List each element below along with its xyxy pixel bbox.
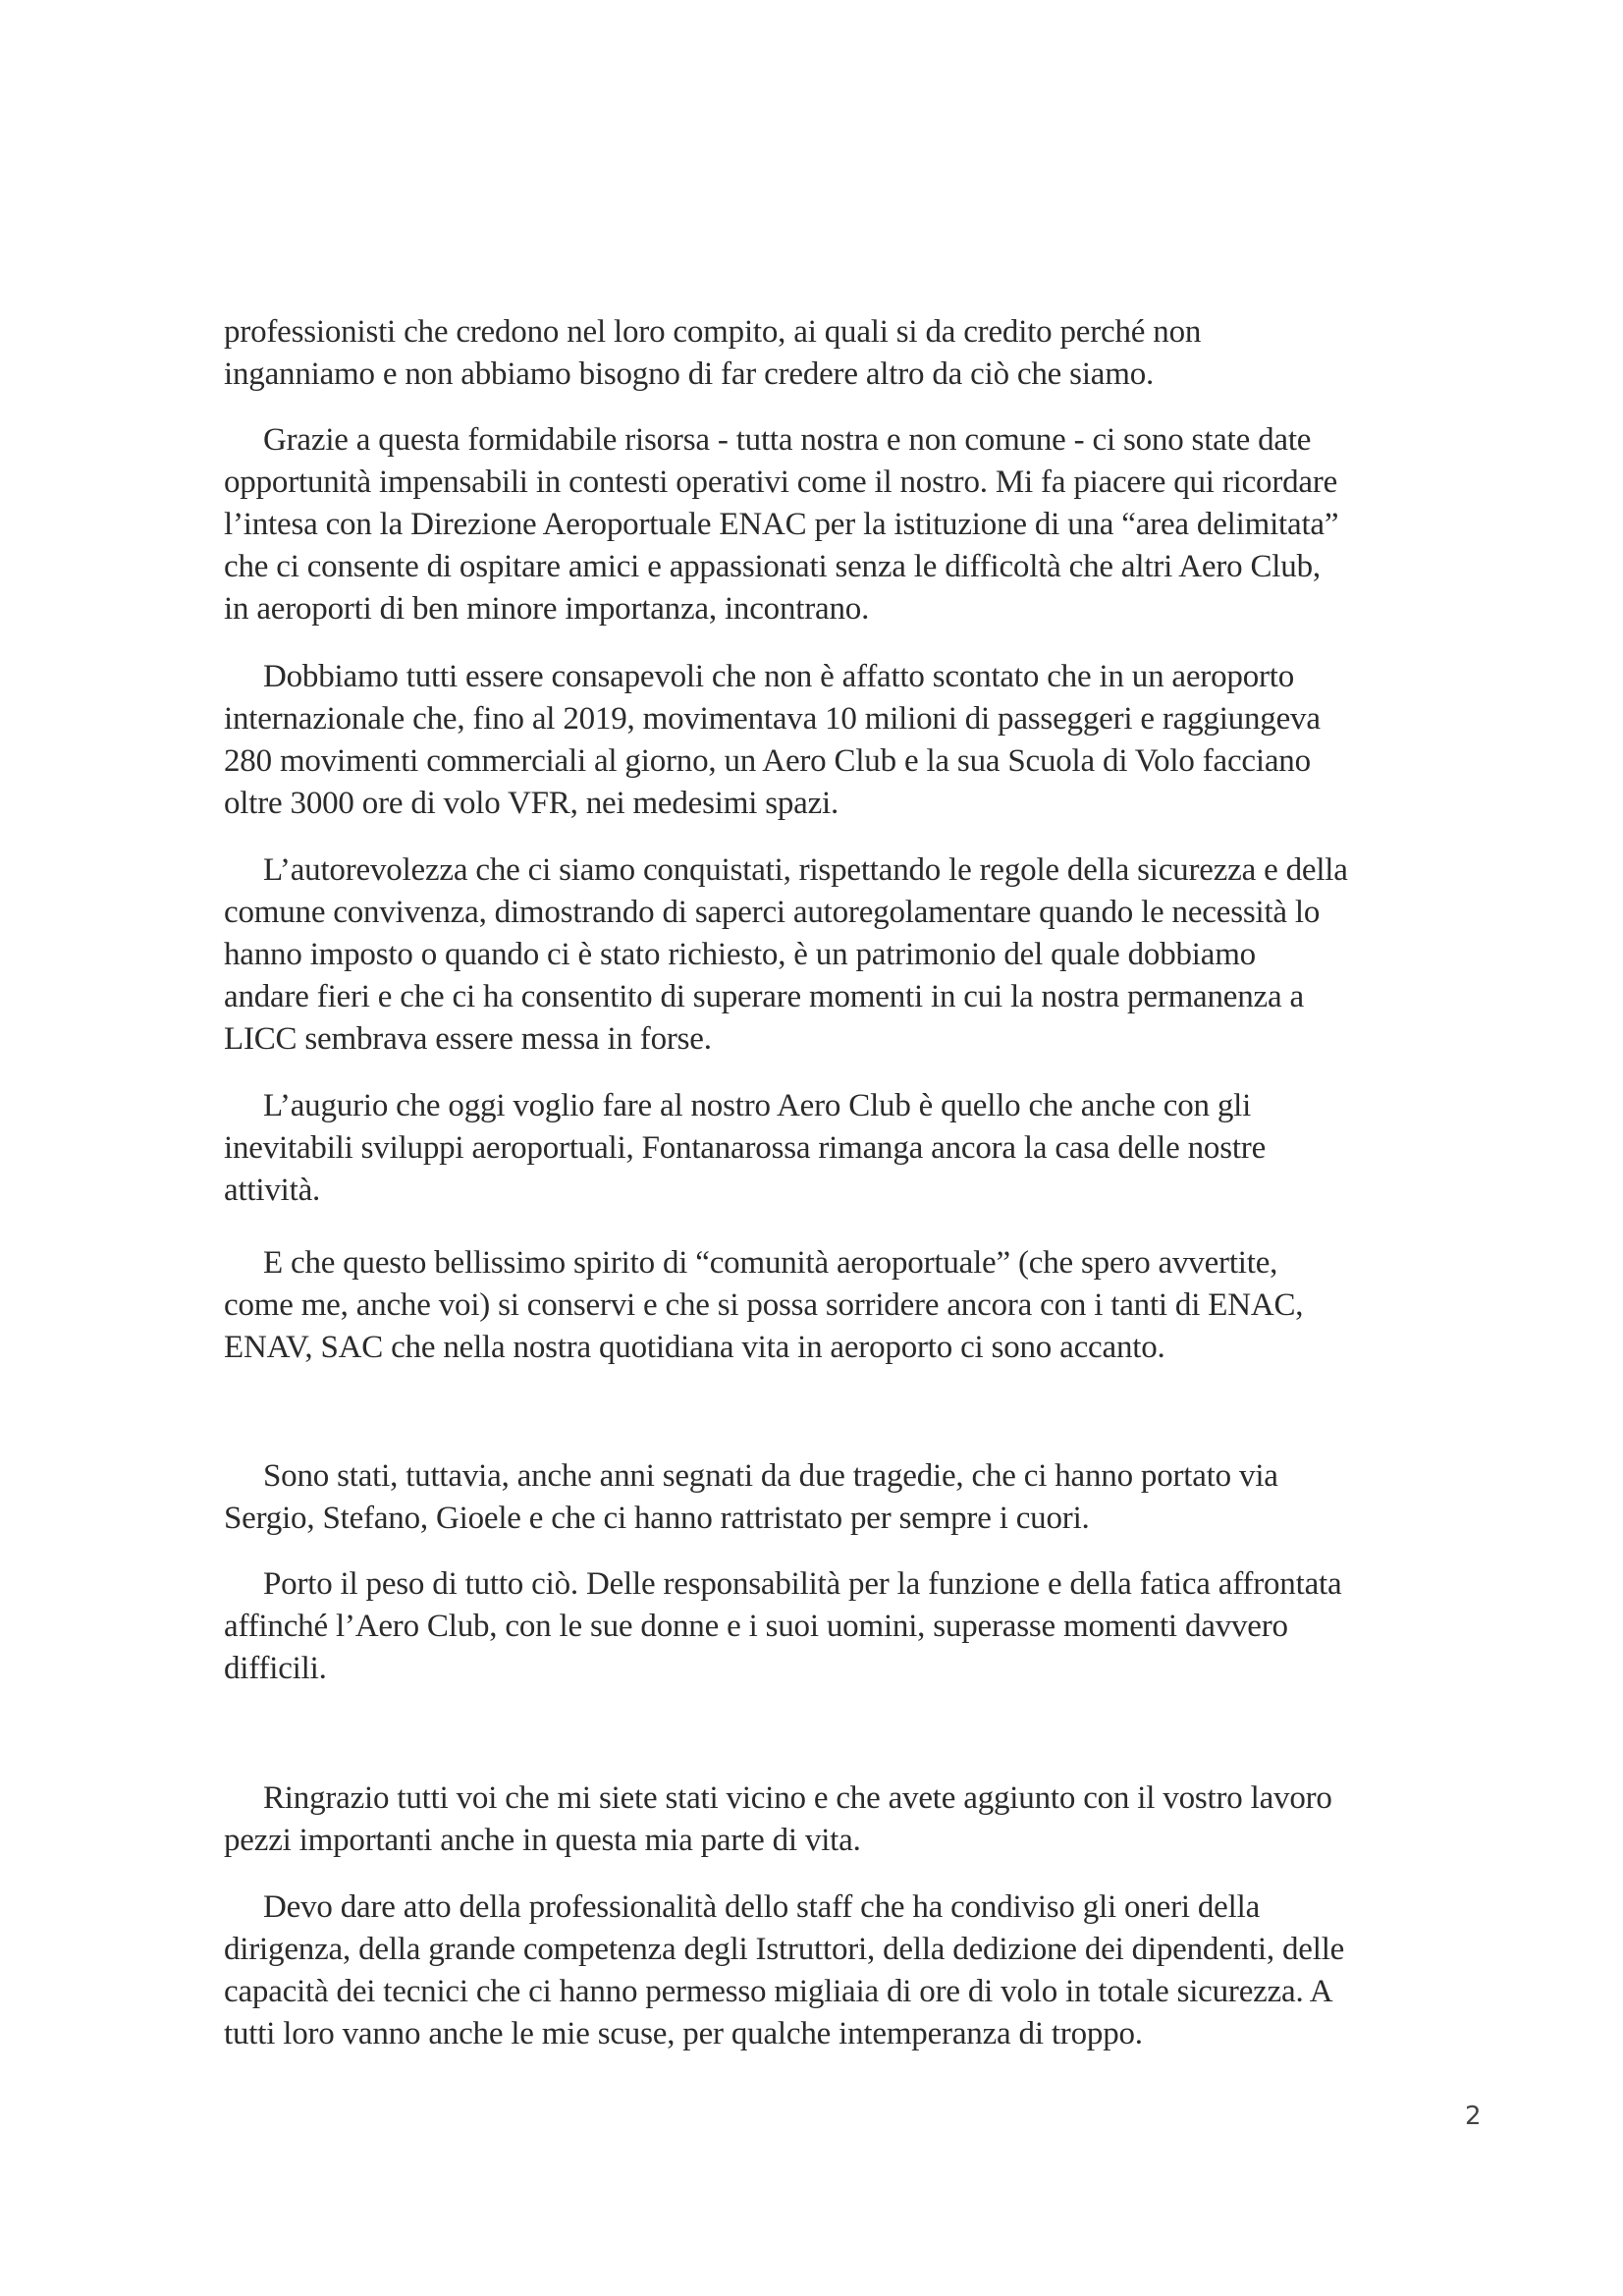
paragraph-augurio xyxy=(224,1085,1402,1212)
paragraph-line: in aeroporti di ben minore importanza, incontrano. xyxy=(224,591,870,627)
paragraph-line: pezzi importanti anche in questa mia parte di vita. xyxy=(224,1823,861,1858)
paragraph-tragedie xyxy=(224,1455,1402,1540)
paragraph-line: affinché l’Aero Club, con le sue donne e i suoi uomini, superasse momenti davvero xyxy=(224,1609,1288,1644)
paragraph-line: Sono stati, tuttavia, anche anni segnati da due tragedie, che ci hanno portato via xyxy=(263,1458,1278,1494)
paragraph-line: che ci consente di ospitare amici e appassionati senza le difficoltà che altri Aero Club, xyxy=(224,549,1321,584)
paragraph-line: Sergio, Stefano, Gioele e che ci hanno rattristato per sempre i cuori. xyxy=(224,1501,1090,1536)
paragraph-line: opportunità impensabili in contesti operativi come il nostro. Mi fa piacere qui ricordare xyxy=(224,465,1338,500)
paragraph-line: Devo dare atto della professionalità dello staff che ha condiviso gli oneri della xyxy=(263,1889,1261,1925)
paragraph-line: internazionale che, fino al 2019, movimentava 10 milioni di passeggeri e raggiungeva xyxy=(224,701,1321,737)
paragraph-line: Porto il peso di tutto ciò. Delle responsabilità per la funzione e della fatica affrontata xyxy=(263,1566,1342,1602)
paragraph-line: andare fieri e che ci ha consentito di superare momenti in cui la nostra permanenza a xyxy=(224,979,1304,1014)
paragraph-line: attività. xyxy=(224,1173,321,1208)
paragraph-line: difficili. xyxy=(224,1651,327,1686)
paragraph-line: L’autorevolezza che ci siamo conquistati, rispettando le regole della sicurezza e della xyxy=(263,852,1348,888)
paragraph-spirito xyxy=(224,1242,1402,1369)
paragraph-line: professionisti che credono nel loro compito, ai quali si da credito perché non xyxy=(224,314,1202,350)
paragraph-line: ENAV, SAC che nella nostra quotidiana vita in aeroporto ci sono accanto. xyxy=(224,1330,1165,1365)
paragraph-line: 280 movimenti commerciali al giorno, un Aero Club e la sua Scuola di Volo facciano xyxy=(224,743,1311,779)
paragraph-professionisti xyxy=(224,311,1402,396)
paragraph-dobbiamo xyxy=(224,656,1402,825)
paragraph-line: tutti loro vanno anche le mie scuse, per qualche intemperanza di troppo. xyxy=(224,2016,1143,2051)
paragraph-line: Grazie a questa formidabile risorsa - tutta nostra e non comune - ci sono state date xyxy=(263,422,1312,458)
paragraph-line: L’augurio che oggi voglio fare al nostro Aero Club è quello che anche con gli xyxy=(263,1088,1252,1123)
paragraph-autorevolezza xyxy=(224,849,1402,1061)
paragraph-line: hanno imposto o quando ci è stato richiesto, è un patrimonio del quale dobbiamo xyxy=(224,937,1256,972)
paragraph-line: Dobbiamo tutti essere consapevoli che non è affatto scontato che in un aeroporto xyxy=(263,659,1295,694)
paragraph-grazie xyxy=(224,419,1402,630)
paragraph-line: dirigenza, della grande competenza degli Istruttori, della dedizione dei dipendenti, delle xyxy=(224,1932,1345,1967)
paragraph-line: capacità dei tecnici che ci hanno permesso migliaia di ore di volo in totale sicurezza. A xyxy=(224,1974,1333,2009)
paragraph-line: E che questo bellissimo spirito di “comunità aeroportuale” (che spero avvertite, xyxy=(263,1245,1278,1281)
paragraph-line: LICC sembrava essere messa in forse. xyxy=(224,1021,712,1057)
paragraph-line: come me, anche voi) si conservi e che si possa sorridere ancora con i tanti di ENAC, xyxy=(224,1287,1304,1323)
paragraph-line: inevitabili sviluppi aeroportuali, Fontanarossa rimanga ancora la casa delle nostre xyxy=(224,1130,1267,1166)
paragraph-line: Ringrazio tutti voi che mi siete stati vicino e che avete aggiunto con il vostro lavoro xyxy=(263,1780,1332,1816)
paragraph-ringrazio xyxy=(224,1777,1402,1862)
paragraph-line: inganniamo e non abbiamo bisogno di far credere altro da ciò che siamo. xyxy=(224,356,1155,392)
paragraph-staff xyxy=(224,1886,1402,2055)
paragraph-line: comune convivenza, dimostrando di saperci autoregolamentare quando le necessità lo xyxy=(224,895,1321,930)
page-number: 2 xyxy=(1465,2102,1482,2131)
paragraph-line: oltre 3000 ore di volo VFR, nei medesimi spazi. xyxy=(224,786,839,821)
paragraph-line: l’intesa con la Direzione Aeroportuale ENAC per la istituzione di una “area delimitata” xyxy=(224,507,1339,542)
paragraph-peso xyxy=(224,1563,1402,1690)
